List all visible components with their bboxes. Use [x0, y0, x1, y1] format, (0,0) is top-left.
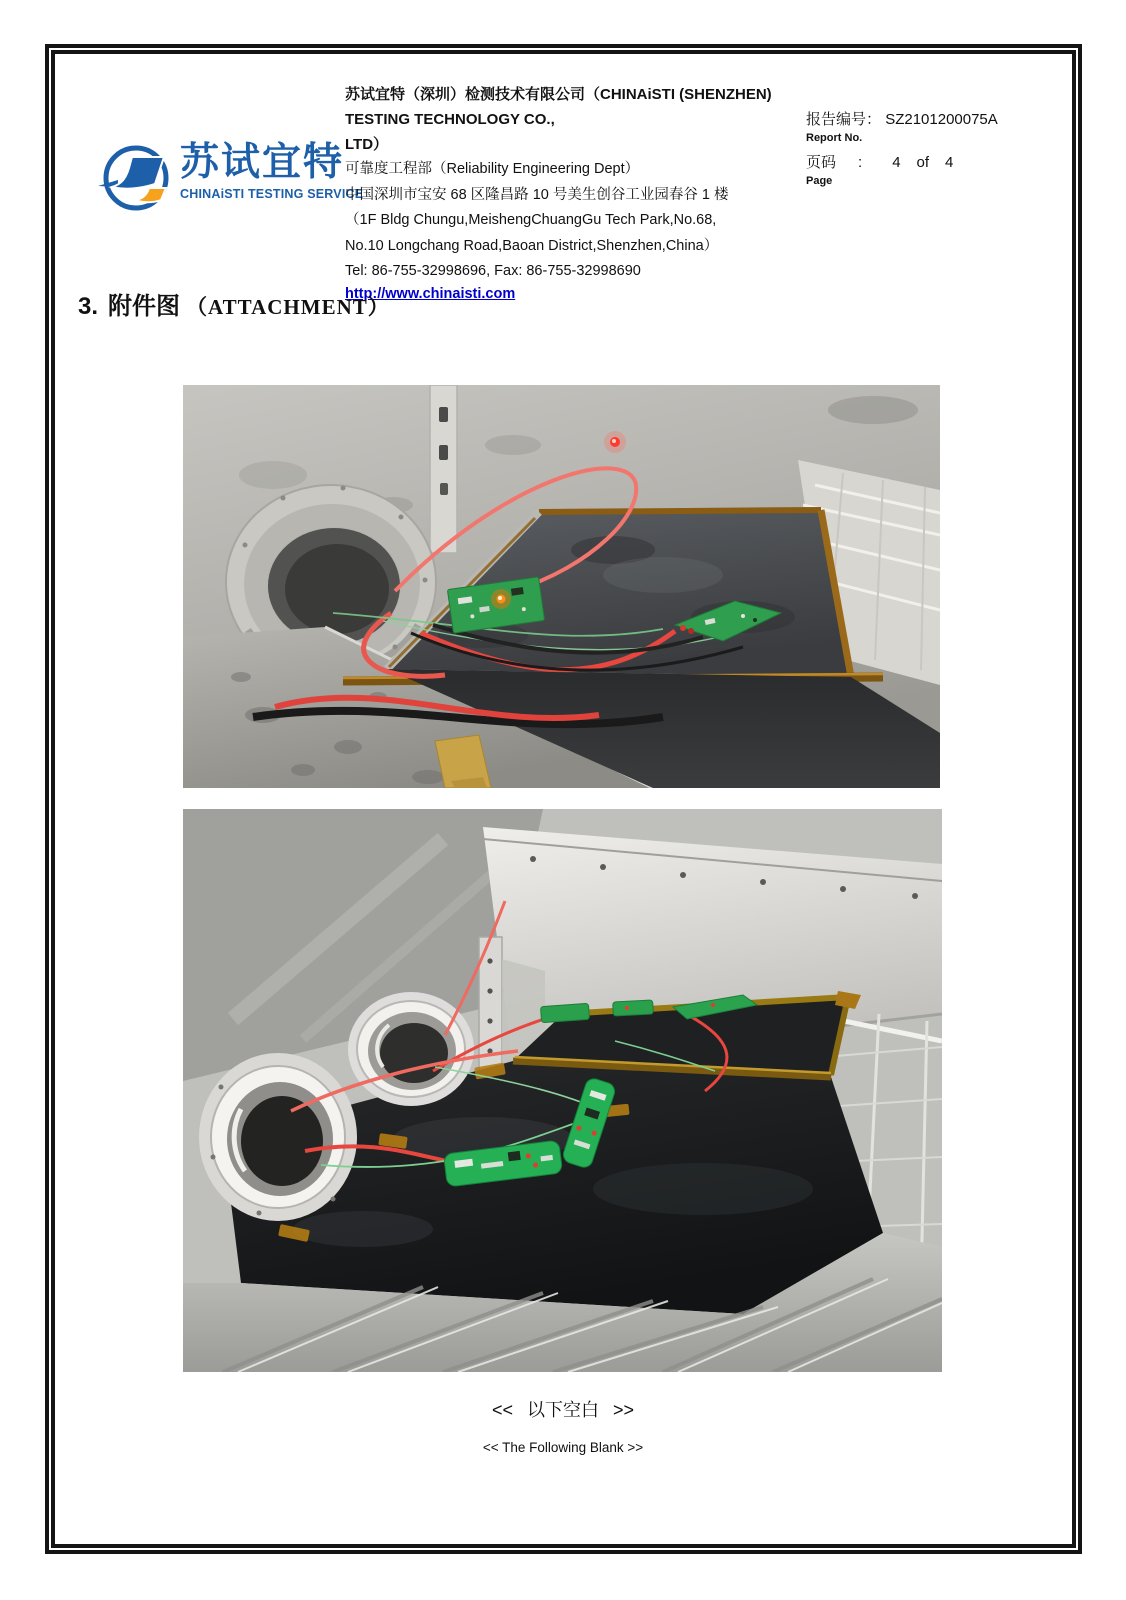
blank-cn-right-arrows: >> [613, 1400, 635, 1420]
report-no-label: 报告编号： [806, 111, 882, 128]
laser-dot [604, 431, 626, 453]
page-no-colon: : [858, 154, 863, 171]
section-title [78, 286, 390, 321]
section-title-english: （ATTACHMENT） [186, 295, 390, 319]
following-blank-chinese [0, 1396, 1126, 1422]
header-company-block [345, 82, 825, 303]
section-number: 3. [78, 293, 99, 320]
address-english-line2: No.10 Longchang Road,Baoan District,Shenzhen,China） [345, 237, 719, 254]
attachment-photo-2 [183, 809, 942, 1372]
logo-chinese-name: 苏试宜特 [180, 141, 345, 184]
following-blank-english: << The Following Blank >> [482, 1440, 644, 1455]
company-name-line2: LTD） [345, 136, 389, 153]
blank-cn-text: 以下空白 [527, 1400, 599, 1420]
pcb-led-glow [491, 589, 511, 609]
page-no-current: 4 [892, 154, 901, 171]
page-no-of: of [916, 154, 930, 171]
logo-text [180, 140, 363, 201]
department-line: 可靠度工程部（Reliability Engineering Dept） [345, 161, 640, 177]
address-chinese: 中国深圳市宝安 68 区隆昌路 10 号美生创谷工业园春谷 1 楼 [345, 186, 729, 203]
header-report-block [806, 110, 1056, 188]
page-no-label: 页码 [806, 154, 837, 171]
chinaisti-logo-icon [98, 140, 174, 216]
chamber-port-small [348, 992, 474, 1106]
website-link[interactable]: http://www.chinaisti.com [345, 285, 516, 302]
report-no-label-en: Report No. [806, 132, 863, 144]
tel-fax-line: Tel: 86-755-32998696, Fax: 86-755-32998690 [345, 263, 641, 279]
photo-1-graphic [183, 385, 940, 788]
chamber-column [430, 385, 457, 553]
company-name-line1: 苏试宜特（深圳）检测技术有限公司（CHINAiSTI (SHENZHEN) TESTING TECHNOLOGY CO., [345, 86, 772, 128]
photo-2-graphic [183, 809, 942, 1372]
report-no-value: SZ2101200075A [885, 111, 998, 128]
logo-english-name: CHINAiSTI TESTING SERVICE [180, 187, 364, 201]
page-no-total: 4 [945, 154, 954, 171]
address-english-line1: （1F Bldg Chungu,MeishengChuangGu Tech Park,No.68, [345, 212, 717, 228]
company-logo [98, 140, 363, 216]
chamber-port-large [199, 1053, 357, 1221]
attachment-photo-1 [183, 385, 940, 788]
blank-cn-left-arrows: << [491, 1400, 513, 1420]
page-no-label-en: Page [806, 175, 833, 187]
section-title-chinese: 附件图 [108, 293, 181, 320]
